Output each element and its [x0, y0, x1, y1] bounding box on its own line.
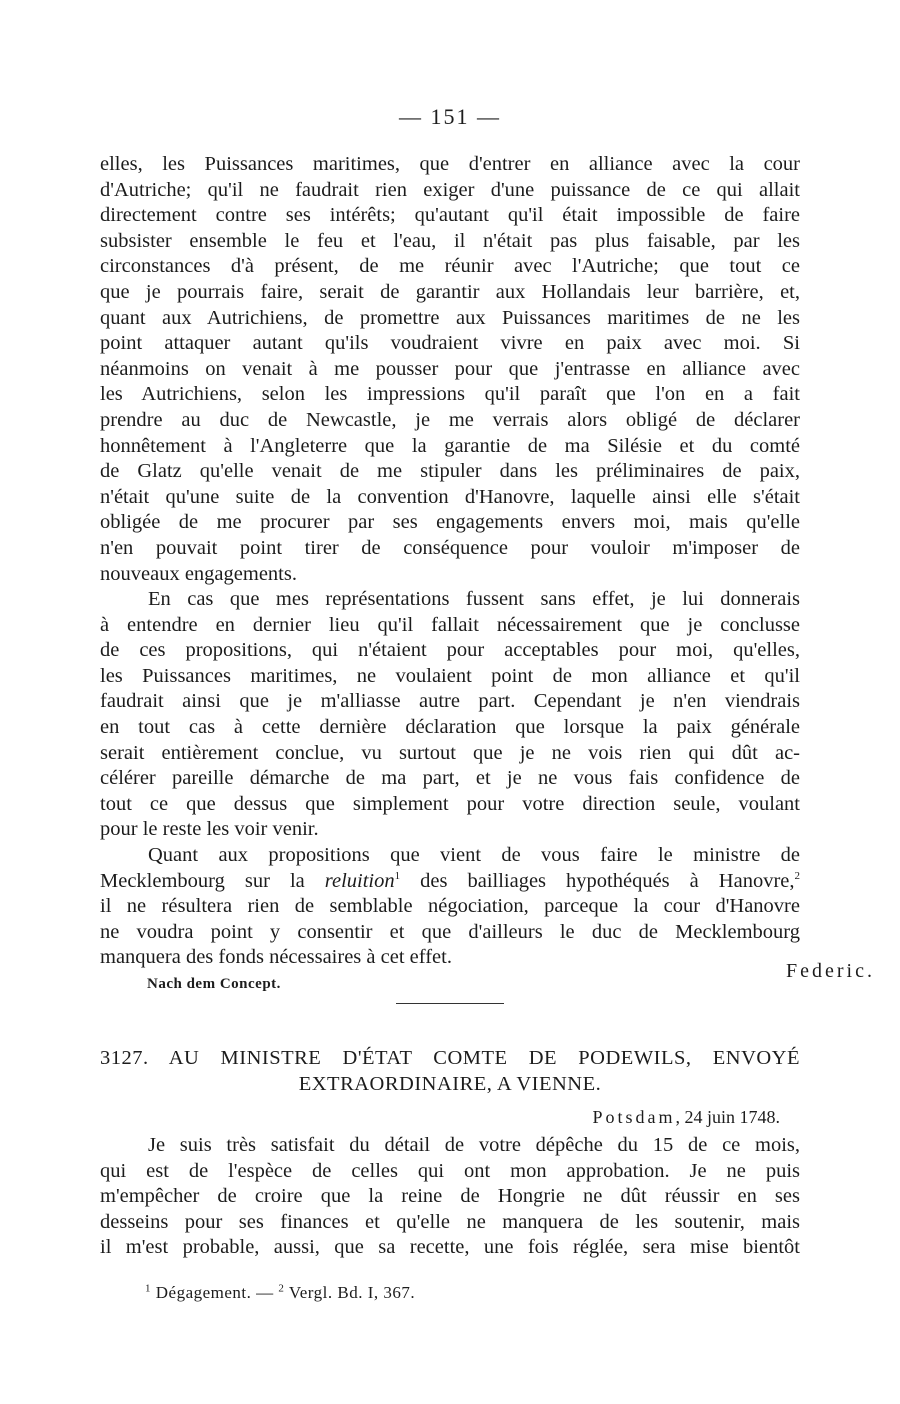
- text-line: honnêtement à l'Angleterre que la garantie de ma Silésie et du comté: [100, 434, 800, 457]
- heading-text: AU MINISTRE D'ÉTAT COMTE DE PODEWILS, ENVOYÉ: [168, 1047, 801, 1069]
- text-line: pour le reste les voir venir.: [100, 818, 319, 841]
- text-line: serait entièrement conclue, vu surtout que je ne vois rien qui dût ac-: [100, 741, 800, 764]
- text-line: à entendre en dernier lieu qu'il fallait nécessairement que je conclusse: [100, 613, 800, 636]
- footnote-mark: 2: [278, 1282, 285, 1295]
- text-line: célérer pareille démarche de ma part, et je ne vous fais confidence de: [100, 767, 800, 790]
- text-line: faudrait ainsi que je m'alliasse autre part. Cependant je n'en viendrais: [100, 690, 800, 713]
- footnote-text: Dégagement. —: [151, 1283, 279, 1302]
- italic-term: reluition: [324, 869, 395, 892]
- text-line: nouveaux engagements.: [100, 562, 297, 585]
- text-line-with-footnote: [100, 869, 800, 895]
- text-line: quant aux Autrichiens, de promettre aux Puissances maritimes de ne les: [100, 306, 800, 329]
- letter-2-body: [100, 1133, 800, 1261]
- footnote-text: Vergl. Bd. I, 367.: [284, 1283, 416, 1302]
- text-line: il m'est probable, aussi, que sa recette, une fois réglée, sera mise bientôt: [100, 1236, 800, 1259]
- text-line: de Glatz qu'elle venait de me stipuler dans les préliminaires de paix,: [100, 460, 800, 483]
- page-number: — 151 —: [399, 104, 501, 129]
- signature: Federic.: [786, 960, 875, 982]
- footnote-ref: 1: [394, 869, 401, 882]
- text-line: Je suis très satisfait du détail de votre dépêche du 15 de ce mois,: [148, 1134, 800, 1156]
- section-divider: [396, 1003, 504, 1004]
- dateline: [592, 1107, 780, 1128]
- text-segment: des bailliages hypothéqués à Hanovre,: [400, 869, 795, 892]
- text-line: en tout cas à cette dernière déclaration que lorsque la paix générale: [100, 716, 800, 739]
- letter-1-body: [100, 152, 800, 971]
- text-segment: Mecklembourg sur la: [100, 869, 325, 892]
- text-line: ne voudra point y consentir et que d'ailleurs le duc de Mecklembourg: [100, 920, 800, 943]
- text-line: les Puissances maritimes, ne voulaient point de mon alliance et qu'il: [100, 664, 800, 687]
- heading-line-2: EXTRAORDINAIRE, A VIENNE.: [298, 1072, 602, 1095]
- heading-line-1: [100, 1046, 800, 1072]
- text-line: directement contre ses intérêts; qu'autant qu'il était impossible de faire: [100, 204, 800, 227]
- text-line: En cas que mes représentations fussent sans effet, je lui donnerais: [148, 588, 800, 611]
- text-line: qui est de l'espèce de celles qui ont mon approbation. Je ne puis: [100, 1159, 800, 1182]
- text-line: prendre au duc de Newcastle, je me verrais alors obligé de déclarer: [100, 408, 800, 431]
- text-line: les Autrichiens, selon les impressions qu'il paraît que l'on en a fait: [100, 383, 800, 406]
- footnote-mark: 1: [145, 1282, 151, 1295]
- footnote-ref: 2: [794, 869, 800, 882]
- text-line: manquera des fonds nécessaires à cet effet.: [100, 946, 452, 969]
- source-note: Nach dem Concept.: [147, 976, 281, 992]
- text-line: subsister ensemble le feu et l'eau, il n'était pas plus faisable, par les: [100, 229, 800, 252]
- date-place: Potsdam: [592, 1107, 676, 1127]
- text-line: n'était qu'une suite de la convention d'Hanovre, laquelle ainsi elle s'était: [100, 485, 800, 508]
- text-line: tout ce que dessus que simplement pour votre direction seule, voulant: [100, 792, 800, 815]
- footnotes: [145, 1283, 415, 1303]
- text-line: obligée de me procurer par ses engagements envers moi, mais qu'elle: [100, 511, 800, 534]
- date-text: , 24 juin 1748.: [675, 1107, 780, 1127]
- text-line: n'en pouvait point tirer de conséquence pour vouloir m'imposer de: [100, 536, 800, 559]
- text-line: de ces propositions, qui n'étaient pour acceptables pour moi, qu'elles,: [100, 639, 800, 662]
- text-line: que je pourrais faire, serait de garantir aux Hollandais leur barrière, et,: [100, 280, 800, 303]
- text-line: point attaquer autant qu'ils voudraient vivre en paix avec moi. Si: [100, 332, 800, 355]
- letter-number: 3127.: [100, 1047, 149, 1069]
- letter-2-heading: [100, 1046, 800, 1097]
- text-line: m'empêcher de croire que la reine de Hongrie ne dût réussir en ses: [100, 1185, 800, 1208]
- text-line: néanmoins on venait à me pousser pour que j'entrasse en alliance avec: [100, 357, 800, 380]
- text-line: elles, les Puissances maritimes, que d'entrer en alliance avec la cour: [100, 153, 800, 175]
- text-line: desseins pour ses finances et qu'elle ne manquera de les soutenir, mais: [100, 1210, 800, 1233]
- text-line: Quant aux propositions que vient de vous faire le ministre de: [148, 844, 800, 867]
- text-line: d'Autriche; qu'il ne faudrait rien exiger d'une puissance de ce qui allait: [100, 178, 800, 201]
- text-line: il ne résultera rien de semblable négociation, parceque la cour d'Hanovre: [100, 895, 800, 918]
- text-line: circonstances d'à présent, de me réunir avec l'Autriche; que tout ce: [100, 255, 800, 278]
